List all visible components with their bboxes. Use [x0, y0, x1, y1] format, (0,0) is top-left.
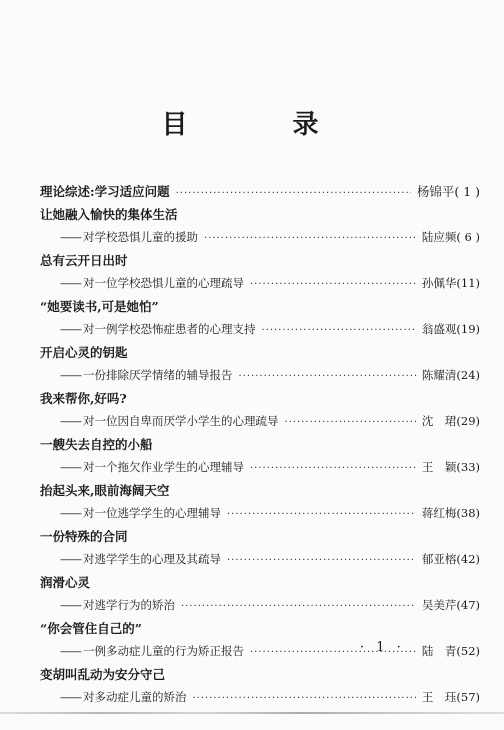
toc-entry: [40, 525, 480, 571]
toc-entry-title: 理论综述:学习适应问题: [40, 184, 170, 199]
toc-entry-page: (57): [456, 690, 480, 704]
subtitle-dash: ——: [60, 644, 81, 658]
subtitle-dash: ——: [60, 690, 81, 704]
toc-entry-title: 变胡叫乱动为安分守己: [40, 667, 166, 682]
toc-list: [40, 180, 480, 709]
toc-entry-title-row: [40, 180, 480, 203]
toc-entry-subtitle-row: [40, 318, 480, 341]
toc-entry-title-row: [40, 617, 480, 640]
toc-entry-page: ( 1 ): [454, 184, 480, 199]
toc-entry-subtitle: 对一个拖欠作业学生的心理辅导: [83, 460, 244, 474]
toc-entry-page: (38): [456, 506, 480, 520]
toc-entry-subtitle-row: [40, 548, 480, 571]
subtitle-dash: ——: [60, 322, 81, 336]
toc-entry-page: (11): [456, 276, 480, 290]
toc-entry-subtitle: 对逃学学生的心理及其疏导: [83, 552, 221, 566]
toc-entry-author: 陆应频: [421, 230, 457, 244]
dot-leader: [176, 182, 411, 205]
toc-entry-title-row: [40, 295, 480, 318]
subtitle-dash: ——: [60, 598, 81, 612]
toc-entry-subtitle: 对一位因自卑而厌学小学生的心理疏导: [83, 414, 279, 428]
toc-entry-page: (19): [456, 322, 480, 336]
dot-leader: [285, 411, 416, 434]
toc-entry-subtitle: 一例多动症儿童的行为矫正报告: [83, 644, 244, 658]
dot-leader: [239, 365, 416, 388]
toc-entry-author: 沈 珺: [421, 414, 457, 428]
toc-entry-author: 杨锦平: [416, 184, 455, 199]
toc-entry-subtitle: 对学校恐惧儿童的援助: [83, 230, 198, 244]
toc-entry-title: 我来帮你,好吗?: [40, 391, 127, 406]
toc-entry-subtitle: 对一例学校恐怖症患者的心理支持: [83, 322, 256, 336]
toc-entry-subtitle-row: [40, 640, 480, 663]
toc-entry-subtitle-row: [40, 226, 480, 249]
bottom-rule: [0, 712, 504, 714]
toc-entry-title: 一艘失去自控的小船: [40, 437, 153, 452]
toc-entry: [40, 387, 480, 433]
toc-entry-author: 郁亚榕: [421, 552, 457, 566]
toc-entry-title-row: [40, 203, 480, 226]
toc-entry-title-row: [40, 387, 480, 410]
dot-leader: [227, 549, 416, 572]
toc-entry-page: (52): [456, 644, 480, 658]
toc-entry-subtitle-row: [40, 272, 480, 295]
toc-entry-author: 吴美芹: [421, 598, 457, 612]
toc-entry-title: 一份特殊的合同: [40, 529, 128, 544]
toc-entry: [40, 249, 480, 295]
page-title: 目 录: [161, 110, 367, 140]
toc-entry-author: 王 颖: [421, 460, 457, 474]
page-number: · 1 ·: [360, 640, 405, 655]
toc-entry-author: 陈耀清: [421, 368, 457, 382]
toc-entry-title-row: [40, 249, 480, 272]
toc-entry-title: 总有云开日出时: [40, 253, 128, 268]
toc-entry: [40, 571, 480, 617]
toc-entry-subtitle-row: [40, 502, 480, 525]
dot-leader: [262, 319, 416, 342]
toc-entry-subtitle-row: [40, 456, 480, 479]
toc-entry-title: 让她融入愉快的集体生活: [40, 207, 178, 222]
dot-leader: [181, 595, 416, 618]
toc-entry-title: “你会管住自己的”: [40, 621, 142, 636]
toc-entry-page: ( 6 ): [456, 230, 480, 244]
subtitle-dash: ——: [60, 368, 81, 382]
dot-leader: [204, 227, 416, 250]
toc-entry-title-row: [40, 479, 480, 502]
toc-entry-subtitle-row: [40, 686, 480, 709]
toc-entry: [40, 663, 480, 709]
subtitle-dash: ——: [60, 230, 81, 244]
toc-entry-title: 开启心灵的钥匙: [40, 345, 128, 360]
toc-entry: [40, 180, 480, 203]
toc-entry: [40, 203, 480, 249]
toc-entry-title-row: [40, 433, 480, 456]
toc-entry-title-row: [40, 341, 480, 364]
toc-entry-subtitle: 一份排除厌学情绪的辅导报告: [83, 368, 233, 382]
toc-entry-subtitle: 对多动症儿童的矫治: [83, 690, 187, 704]
toc-entry-author: 陆 青: [421, 644, 457, 658]
toc-entry-author: 孙佩华: [421, 276, 457, 290]
subtitle-dash: ——: [60, 276, 81, 290]
dot-leader: [250, 273, 416, 296]
toc-entry-author: 翁盛观: [421, 322, 457, 336]
toc-entry-title-row: [40, 525, 480, 548]
toc-entry-subtitle-row: [40, 594, 480, 617]
toc-entry-title-row: [40, 663, 480, 686]
toc-entry-subtitle-row: [40, 364, 480, 387]
dot-leader: [227, 503, 416, 526]
toc-entry-title: 润滑心灵: [40, 575, 91, 590]
toc-entry: [40, 617, 480, 663]
toc-entry-title-row: [40, 571, 480, 594]
toc-entry: [40, 295, 480, 341]
subtitle-dash: ——: [60, 506, 81, 520]
toc-entry-page: (29): [456, 414, 480, 428]
toc-entry-page: (47): [456, 598, 480, 612]
toc-entry-page: (24): [456, 368, 480, 382]
toc-entry-subtitle-row: [40, 410, 480, 433]
toc-entry: [40, 433, 480, 479]
toc-entry: [40, 479, 480, 525]
toc-entry-title: “她要读书,可是她怕”: [40, 299, 159, 314]
toc-entry-subtitle: 对逃学行为的矫治: [83, 598, 175, 612]
dot-leader: [193, 687, 416, 710]
toc-entry: [40, 341, 480, 387]
toc-entry-subtitle: 对一位学校恐惧儿童的心理疏导: [83, 276, 244, 290]
subtitle-dash: ——: [60, 552, 81, 566]
toc-entry-subtitle: 对一位逃学学生的心理辅导: [83, 506, 221, 520]
subtitle-dash: ——: [60, 460, 81, 474]
toc-entry-title: 抬起头来,眼前海阔天空: [40, 483, 170, 498]
subtitle-dash: ——: [60, 414, 81, 428]
toc-entry-author: 蒋红梅: [421, 506, 457, 520]
toc-entry-page: (33): [456, 460, 480, 474]
toc-entry-page: (42): [456, 552, 480, 566]
toc-entry-author: 王 珏: [421, 690, 457, 704]
dot-leader: [250, 457, 416, 480]
